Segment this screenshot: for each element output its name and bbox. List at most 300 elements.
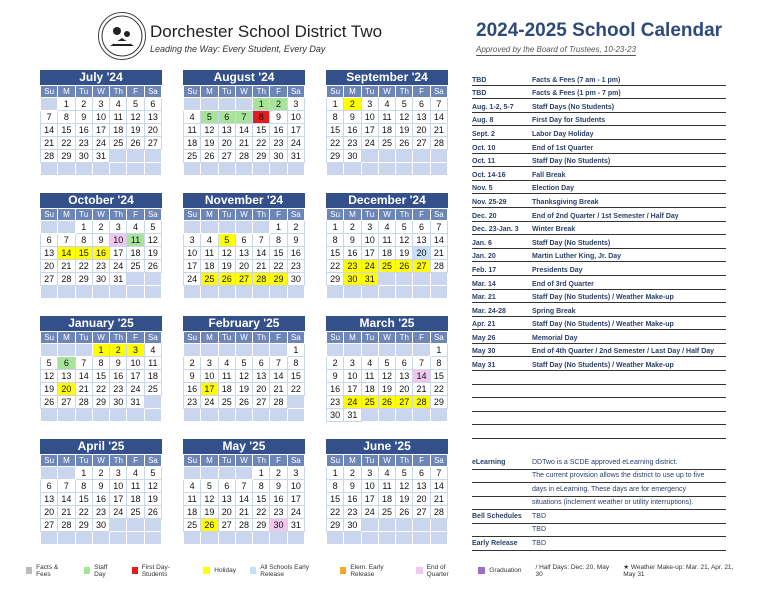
calendar-day: 23 xyxy=(344,506,361,519)
event-row xyxy=(472,276,726,290)
event-date: Dec. 23-Jan. 3 xyxy=(472,226,519,234)
calendar-day: 14 xyxy=(430,480,447,493)
event-text: End of 2nd Quarter / 1st Semester / Half Day xyxy=(532,212,679,220)
event-date: Apr. 21 xyxy=(472,321,496,329)
calendar-day: 6 xyxy=(41,234,58,247)
weekday-header: M xyxy=(201,209,218,221)
event-row xyxy=(472,194,726,208)
calendar-day: 8 xyxy=(58,111,75,124)
calendar-day xyxy=(110,409,127,422)
weekday-header: Su xyxy=(41,86,58,98)
weekday-header: W xyxy=(378,86,395,98)
calendar-day: 8 xyxy=(75,234,92,247)
calendar-day xyxy=(41,163,58,176)
calendar-day xyxy=(253,344,270,357)
weekday-header: M xyxy=(344,86,361,98)
calendar-day: 19 xyxy=(218,260,235,273)
event-row xyxy=(472,140,726,154)
event-row xyxy=(472,398,726,412)
info-row xyxy=(472,483,726,497)
calendar-day: 22 xyxy=(92,383,109,396)
calendar-day: 25 xyxy=(127,260,144,273)
info-value: TBD xyxy=(532,539,546,547)
calendar-day: 14 xyxy=(430,234,447,247)
weekday-header: Tu xyxy=(75,86,92,98)
calendar-day: 25 xyxy=(378,260,395,273)
calendar-day: 2 xyxy=(184,357,201,370)
weekday-header: Tu xyxy=(218,332,235,344)
weekday-header: M xyxy=(58,455,75,467)
event-text: Facts & Fees (7 am - 1 pm) xyxy=(532,76,621,84)
weekday-header: M xyxy=(201,332,218,344)
calendar-day xyxy=(184,98,201,111)
event-row xyxy=(472,72,726,86)
event-date: Jan. 6 xyxy=(472,239,492,247)
calendar-day: 21 xyxy=(58,506,75,519)
weekday-header: M xyxy=(201,455,218,467)
calendar-day: 5 xyxy=(127,98,144,111)
event-date: Dec. 20 xyxy=(472,212,497,220)
calendar-day: 18 xyxy=(361,383,378,396)
calendar-day: 21 xyxy=(41,137,58,150)
calendar-day: 1 xyxy=(58,98,75,111)
calendar-day: 8 xyxy=(287,357,304,370)
calendar-day: 15 xyxy=(75,493,92,506)
month-title: February '25 xyxy=(183,316,305,331)
calendar-day: 5 xyxy=(396,98,413,111)
weekday-header: Su xyxy=(327,86,344,98)
calendar-day: 12 xyxy=(144,234,161,247)
weekday-header: F xyxy=(413,455,430,467)
calendar-day: 21 xyxy=(75,383,92,396)
calendar-day: 9 xyxy=(110,357,127,370)
calendar-day xyxy=(361,163,378,176)
calendar-day xyxy=(361,409,378,422)
weekday-header: F xyxy=(127,332,144,344)
calendar-day: 9 xyxy=(92,234,109,247)
calendar-day: 24 xyxy=(92,137,109,150)
calendar-day xyxy=(430,532,447,545)
page-title: 2024-2025 School Calendar xyxy=(476,20,723,41)
event-text: Memorial Day xyxy=(532,334,578,342)
legend-item xyxy=(84,564,118,578)
event-date: Oct. 14-16 xyxy=(472,171,506,179)
weekday-header: Tu xyxy=(75,209,92,221)
calendar-day: 15 xyxy=(327,493,344,506)
info-table xyxy=(472,456,726,551)
month-title: June '25 xyxy=(326,439,448,454)
calendar-day: 9 xyxy=(327,370,344,383)
calendar-day: 21 xyxy=(413,383,430,396)
calendar-day: 29 xyxy=(75,273,92,286)
calendar-day xyxy=(361,150,378,163)
calendar-day xyxy=(201,98,218,111)
calendar-day xyxy=(430,273,447,286)
calendar-day xyxy=(396,273,413,286)
calendar-day xyxy=(144,409,161,422)
event-row xyxy=(472,357,726,371)
weekday-header: Th xyxy=(253,455,270,467)
weekday-header: W xyxy=(378,209,395,221)
weekday-header: Tu xyxy=(361,455,378,467)
weekday-header: Th xyxy=(396,332,413,344)
calendar-day xyxy=(287,396,304,409)
calendar-day xyxy=(41,532,58,545)
calendar-day xyxy=(253,163,270,176)
calendar-day: 6 xyxy=(235,234,252,247)
legend-note: / Half Days: Dec. 20, May 30 xyxy=(535,563,610,578)
calendar-day xyxy=(58,286,75,299)
event-row xyxy=(472,99,726,113)
calendar-day: 20 xyxy=(41,506,58,519)
weekday-header: W xyxy=(235,332,252,344)
calendar-day: 31 xyxy=(92,150,109,163)
event-row xyxy=(472,249,726,263)
event-date: May 30 xyxy=(472,348,496,356)
calendar-day xyxy=(110,286,127,299)
calendar-day: 29 xyxy=(92,396,109,409)
calendar-day xyxy=(41,344,58,357)
calendar-day: 5 xyxy=(41,357,58,370)
district-logo xyxy=(98,12,146,60)
calendar-day xyxy=(235,409,252,422)
calendar-day: 1 xyxy=(75,221,92,234)
calendar-day xyxy=(58,221,75,234)
calendar-day: 27 xyxy=(58,396,75,409)
calendar-day: 18 xyxy=(127,493,144,506)
event-row xyxy=(472,113,726,127)
calendar-day: 1 xyxy=(253,467,270,480)
calendar-day: 11 xyxy=(201,247,218,260)
calendar-day: 11 xyxy=(361,370,378,383)
calendar-day: 12 xyxy=(235,370,252,383)
calendar-day: 26 xyxy=(144,506,161,519)
weekday-header: Tu xyxy=(218,86,235,98)
events-list xyxy=(472,72,726,439)
event-row xyxy=(472,262,726,276)
calendar-day: 11 xyxy=(144,357,161,370)
calendar-day: 20 xyxy=(396,383,413,396)
calendar-day xyxy=(218,221,235,234)
calendar-day: 7 xyxy=(58,234,75,247)
calendar-day: 19 xyxy=(144,247,161,260)
calendar-day: 22 xyxy=(430,383,447,396)
calendar-day: 17 xyxy=(184,260,201,273)
event-date: Oct. 11 xyxy=(472,158,495,166)
weekday-header: M xyxy=(344,332,361,344)
calendar-day: 27 xyxy=(413,260,430,273)
legend-item xyxy=(132,564,190,578)
calendar-day xyxy=(235,532,252,545)
calendar-day: 4 xyxy=(110,98,127,111)
calendar-day: 28 xyxy=(41,150,58,163)
calendar-day: 29 xyxy=(327,273,344,286)
event-row xyxy=(472,167,726,181)
calendar-day: 20 xyxy=(253,383,270,396)
event-text: Staff Day (No Students) xyxy=(532,239,611,247)
calendar-day: 23 xyxy=(327,396,344,409)
calendar-day: 18 xyxy=(378,247,395,260)
calendar-day: 21 xyxy=(430,247,447,260)
event-text: Presidents Day xyxy=(532,266,583,274)
calendar-day: 26 xyxy=(396,260,413,273)
calendar-day xyxy=(127,163,144,176)
calendar-day: 6 xyxy=(413,221,430,234)
weekday-header: M xyxy=(201,86,218,98)
calendar-day: 1 xyxy=(327,98,344,111)
calendar-day: 29 xyxy=(327,519,344,532)
calendar-day: 10 xyxy=(110,480,127,493)
calendar-day: 2 xyxy=(110,344,127,357)
calendar-day: 2 xyxy=(327,357,344,370)
calendar-day: 16 xyxy=(75,124,92,137)
weekday-header: Th xyxy=(396,86,413,98)
weekday-header: Tu xyxy=(361,332,378,344)
calendar-day xyxy=(361,286,378,299)
calendar-day xyxy=(184,409,201,422)
calendar-day xyxy=(201,221,218,234)
calendar-day xyxy=(413,409,430,422)
calendar-day: 6 xyxy=(58,357,75,370)
month-calendar xyxy=(183,439,305,545)
calendar-day: 16 xyxy=(287,247,304,260)
calendar-day xyxy=(344,286,361,299)
weekday-header: Sa xyxy=(144,209,161,221)
weekday-header: Su xyxy=(41,332,58,344)
info-key: Bell Schedules xyxy=(472,512,522,520)
weekday-header: Th xyxy=(253,86,270,98)
calendar-day: 20 xyxy=(218,137,235,150)
calendar-day: 27 xyxy=(218,519,235,532)
calendar-day xyxy=(378,163,395,176)
info-row xyxy=(472,497,726,511)
info-value: TBD xyxy=(532,526,546,534)
calendar-day xyxy=(58,409,75,422)
calendar-day: 27 xyxy=(396,396,413,409)
calendar-day xyxy=(127,273,144,286)
calendar-day: 11 xyxy=(378,111,395,124)
calendar-day: 15 xyxy=(287,370,304,383)
calendar-day: 14 xyxy=(58,247,75,260)
event-date: Mar. 14 xyxy=(472,280,496,288)
calendar-day xyxy=(75,286,92,299)
calendar-day: 17 xyxy=(361,124,378,137)
weekday-header: M xyxy=(58,209,75,221)
legend-swatch xyxy=(132,567,138,574)
legend-label: All Schools Early Release xyxy=(260,563,309,578)
calendar-day: 11 xyxy=(127,480,144,493)
calendar-day xyxy=(75,409,92,422)
month-title: July '24 xyxy=(40,70,162,85)
calendar-day: 5 xyxy=(144,467,161,480)
event-date: Feb. 17 xyxy=(472,266,497,274)
event-text: Fall Break xyxy=(532,171,566,179)
calendar-day: 11 xyxy=(378,480,395,493)
calendar-day: 16 xyxy=(344,247,361,260)
calendar-day: 23 xyxy=(344,137,361,150)
info-row xyxy=(472,510,726,524)
weekday-header: Th xyxy=(110,86,127,98)
calendar-day: 14 xyxy=(413,370,430,383)
legend-swatch xyxy=(478,567,485,574)
calendar-day: 12 xyxy=(41,370,58,383)
weekday-header: Th xyxy=(253,332,270,344)
weekday-header: Su xyxy=(184,209,201,221)
calendar-day: 2 xyxy=(75,98,92,111)
calendar-day: 25 xyxy=(378,506,395,519)
calendar-day xyxy=(287,409,304,422)
calendar-day xyxy=(218,467,235,480)
calendar-day: 24 xyxy=(287,137,304,150)
calendar-day xyxy=(110,150,127,163)
weekday-header: Sa xyxy=(430,86,447,98)
weekday-header: M xyxy=(58,332,75,344)
calendar-day xyxy=(144,519,161,532)
legend-label: First Day-Students xyxy=(141,563,170,578)
calendar-day: 24 xyxy=(184,273,201,286)
weekday-header: Sa xyxy=(287,209,304,221)
legend-swatch xyxy=(340,567,346,574)
event-text: Facts & Fees (1 pm - 7 pm) xyxy=(532,90,621,98)
calendar-day: 12 xyxy=(218,247,235,260)
calendar-day: 4 xyxy=(201,234,218,247)
calendar-day: 19 xyxy=(144,493,161,506)
weekday-header: F xyxy=(127,86,144,98)
calendar-day xyxy=(430,163,447,176)
calendar-day: 22 xyxy=(327,506,344,519)
calendar-day: 26 xyxy=(41,396,58,409)
calendar-day: 19 xyxy=(41,383,58,396)
weekday-header: M xyxy=(344,209,361,221)
calendar-day: 17 xyxy=(287,493,304,506)
calendar-day xyxy=(430,286,447,299)
calendar-day: 8 xyxy=(253,480,270,493)
calendar-day: 27 xyxy=(41,519,58,532)
calendar-day: 4 xyxy=(378,467,395,480)
calendar-day: 7 xyxy=(235,480,252,493)
calendar-day: 15 xyxy=(58,124,75,137)
calendar-day: 14 xyxy=(270,370,287,383)
calendar-day: 28 xyxy=(75,396,92,409)
calendar-day: 29 xyxy=(253,519,270,532)
calendar-day: 27 xyxy=(413,506,430,519)
calendar-day xyxy=(327,344,344,357)
calendar-day: 31 xyxy=(127,396,144,409)
calendar-day: 5 xyxy=(396,221,413,234)
calendar-day: 10 xyxy=(92,111,109,124)
weekday-header: W xyxy=(92,86,109,98)
calendar-day xyxy=(270,532,287,545)
calendar-day: 20 xyxy=(58,383,75,396)
calendar-day: 3 xyxy=(344,357,361,370)
calendar-day: 8 xyxy=(327,111,344,124)
weekday-header: F xyxy=(270,455,287,467)
event-row xyxy=(472,181,726,195)
calendar-day: 9 xyxy=(344,111,361,124)
calendar-day: 29 xyxy=(430,396,447,409)
weekday-header: W xyxy=(235,455,252,467)
calendar-day: 6 xyxy=(413,467,430,480)
calendar-day: 6 xyxy=(396,357,413,370)
calendar-day: 23 xyxy=(287,260,304,273)
calendar-day: 21 xyxy=(58,260,75,273)
weekday-header: Sa xyxy=(144,86,161,98)
calendar-day: 20 xyxy=(413,124,430,137)
event-row xyxy=(472,235,726,249)
calendar-day: 9 xyxy=(270,480,287,493)
calendar-day xyxy=(58,344,75,357)
info-row xyxy=(472,537,726,551)
weekday-header: Th xyxy=(110,209,127,221)
calendar-day: 20 xyxy=(218,506,235,519)
weekday-header: Su xyxy=(327,332,344,344)
event-text: Winter Break xyxy=(532,226,576,234)
calendar-day: 22 xyxy=(327,260,344,273)
calendar-day: 15 xyxy=(327,124,344,137)
calendar-day: 13 xyxy=(413,480,430,493)
calendar-day: 22 xyxy=(287,383,304,396)
calendar-day xyxy=(413,273,430,286)
approval-note: Approved by the Board of Trustees, 10-23-23 xyxy=(476,45,636,54)
calendar-day: 16 xyxy=(270,124,287,137)
calendar-day xyxy=(41,221,58,234)
weekday-header: Tu xyxy=(361,209,378,221)
calendar-day: 4 xyxy=(184,111,201,124)
weekday-header: Su xyxy=(184,455,201,467)
calendar-day: 19 xyxy=(201,137,218,150)
calendar-day: 22 xyxy=(58,137,75,150)
calendar-day: 25 xyxy=(378,137,395,150)
calendar-day: 17 xyxy=(92,124,109,137)
calendar-day: 2 xyxy=(270,467,287,480)
calendar-day: 8 xyxy=(327,480,344,493)
calendar-day: 19 xyxy=(201,506,218,519)
event-text: Labor Day Holiday xyxy=(532,130,594,138)
calendar-day: 18 xyxy=(110,124,127,137)
calendar-day xyxy=(184,286,201,299)
calendar-day: 15 xyxy=(430,370,447,383)
calendar-day xyxy=(235,98,252,111)
calendar-day: 31 xyxy=(287,519,304,532)
calendar-day: 14 xyxy=(253,247,270,260)
calendar-day: 25 xyxy=(218,396,235,409)
event-date: Oct. 10 xyxy=(472,144,496,152)
month-title: March '25 xyxy=(326,316,448,331)
calendar-day: 8 xyxy=(270,234,287,247)
calendar-day xyxy=(396,163,413,176)
calendar-day: 19 xyxy=(378,383,395,396)
calendar-day xyxy=(378,150,395,163)
calendar-day: 5 xyxy=(144,221,161,234)
event-date: TBD xyxy=(472,90,487,98)
calendar-day xyxy=(378,273,395,286)
weekday-header: Sa xyxy=(287,86,304,98)
calendar-day xyxy=(235,344,252,357)
calendar-day: 6 xyxy=(413,98,430,111)
calendar-day: 14 xyxy=(430,111,447,124)
calendar-day xyxy=(127,409,144,422)
calendar-day xyxy=(201,409,218,422)
calendar-day: 1 xyxy=(253,98,270,111)
calendar-day: 6 xyxy=(144,98,161,111)
month-title: October '24 xyxy=(40,193,162,208)
calendar-day: 12 xyxy=(144,480,161,493)
calendar-day: 15 xyxy=(253,124,270,137)
info-value: DDTwo is a SCDE approved eLearning district. xyxy=(532,458,678,466)
weekday-header: Su xyxy=(327,455,344,467)
event-text: Spring Break xyxy=(532,307,576,315)
month-title: January '25 xyxy=(40,316,162,331)
